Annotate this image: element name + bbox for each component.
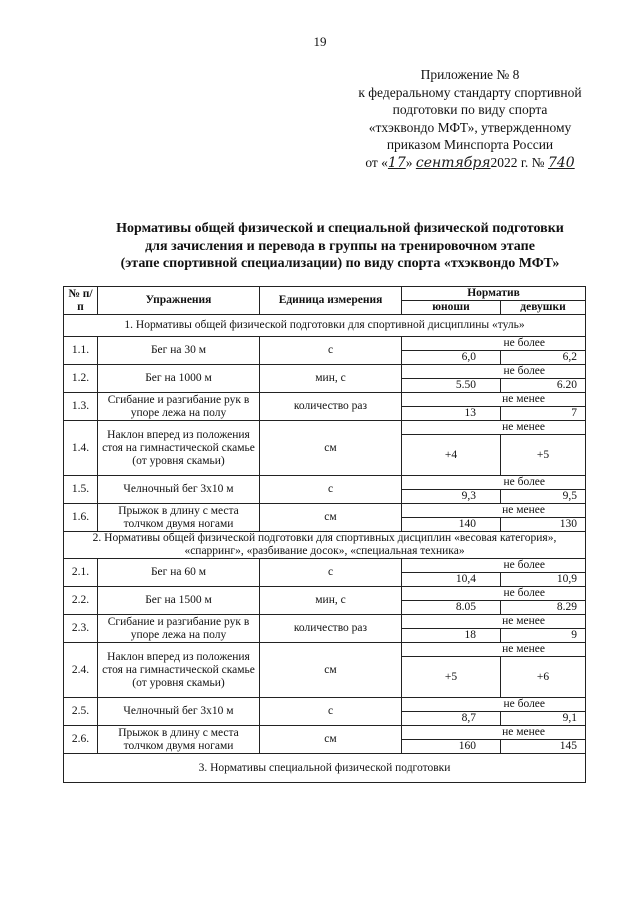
appendix-line: «тхэквондо МФТ», утвержденному — [368, 119, 572, 135]
header-boys: юноши — [402, 301, 501, 315]
row-girls-value: 7 — [501, 407, 586, 421]
row-girls-value: 6,2 — [501, 351, 586, 365]
row-girls-value: 130 — [501, 518, 586, 532]
header-num: № п/п — [64, 287, 98, 315]
row-number: 2.3. — [64, 615, 98, 643]
row-condition: не более — [402, 559, 586, 573]
row-unit: мин, с — [260, 365, 402, 393]
date-mid: » — [405, 154, 413, 170]
row-boys-value: 8.05 — [402, 601, 501, 615]
table-row — [64, 421, 586, 435]
row-exercise: Сгибание и разгибание рук в упоре лежа на полу — [98, 393, 260, 421]
table-row — [64, 504, 586, 518]
row-number: 1.4. — [64, 421, 98, 476]
title-line: для зачисления и перевода в группы на тренировочном этапе — [145, 238, 535, 254]
row-girls-value: 6.20 — [501, 379, 586, 393]
row-number: 1.1. — [64, 337, 98, 365]
row-boys-value: 6,0 — [402, 351, 501, 365]
row-girls-value: +5 — [501, 435, 586, 476]
title-line: Нормативы общей физической и специальной физической подготовки — [116, 221, 564, 236]
section-title: 2. Нормативы общей физической подготовки для спортивных дисциплин «весовая категория», «спарринг», «разбивание досок», «специальная техника» — [64, 532, 586, 559]
row-number: 2.5. — [64, 698, 98, 726]
row-boys-value: 13 — [402, 407, 501, 421]
row-number: 2.2. — [64, 587, 98, 615]
row-unit: с — [260, 476, 402, 504]
section-title: 1. Нормативы общей физической подготовки для спортивной дисциплины «туль» — [64, 315, 586, 337]
row-exercise: Бег на 30 м — [98, 337, 260, 365]
row-exercise: Наклон вперед из положения стоя на гимнастической скамье (от уровня скамьи) — [98, 643, 260, 698]
appendix-header — [330, 66, 610, 172]
section-row — [64, 315, 586, 337]
row-number: 2.1. — [64, 559, 98, 587]
row-girls-value: 8.29 — [501, 601, 586, 615]
section-row — [64, 532, 586, 559]
row-boys-value: +4 — [402, 435, 501, 476]
table-row — [64, 559, 586, 573]
row-condition: не менее — [402, 615, 586, 629]
row-unit: количество раз — [260, 615, 402, 643]
row-number: 2.6. — [64, 726, 98, 754]
row-girls-value: 9,1 — [501, 712, 586, 726]
date-year: 2022 г. № — [490, 154, 545, 170]
table-row — [64, 698, 586, 712]
row-unit: см — [260, 726, 402, 754]
page-number: 19 — [313, 34, 327, 49]
row-unit: с — [260, 698, 402, 726]
table-row — [64, 587, 586, 601]
table-row — [64, 643, 586, 657]
section-row — [64, 754, 586, 783]
row-unit: мин, с — [260, 587, 402, 615]
section-title: 3. Нормативы специальной физической подготовки — [64, 754, 586, 783]
row-condition: не более — [402, 337, 586, 351]
row-condition: не более — [402, 476, 586, 490]
table-row — [64, 726, 586, 740]
table-row — [64, 393, 586, 407]
row-boys-value: 5.50 — [402, 379, 501, 393]
header-unit: Единица измерения — [260, 287, 402, 315]
row-unit: с — [260, 337, 402, 365]
row-condition: не менее — [402, 643, 586, 657]
row-girls-value: 145 — [501, 740, 586, 754]
row-number: 1.3. — [64, 393, 98, 421]
row-exercise: Сгибание и разгибание рук в упоре лежа на полу — [98, 615, 260, 643]
header-girls: девушки — [501, 301, 586, 315]
row-exercise: Бег на 1000 м — [98, 365, 260, 393]
row-unit: см — [260, 643, 402, 698]
row-unit: с — [260, 559, 402, 587]
appendix-date-line — [330, 154, 610, 173]
row-unit: см — [260, 421, 402, 476]
row-exercise: Бег на 1500 м — [98, 587, 260, 615]
row-number: 1.5. — [64, 476, 98, 504]
row-exercise: Челночный бег 3х10 м — [98, 698, 260, 726]
table-row — [64, 337, 586, 351]
standards-table — [63, 286, 586, 783]
order-number: 740 — [547, 154, 575, 171]
row-exercise: Прыжок в длину с места толчком двумя ногами — [98, 504, 260, 532]
row-girls-value: +6 — [501, 657, 586, 698]
row-exercise: Бег на 60 м — [98, 559, 260, 587]
row-unit: см — [260, 504, 402, 532]
date-day: 17 — [387, 154, 406, 171]
row-condition: не более — [402, 587, 586, 601]
row-girls-value: 9,5 — [501, 490, 586, 504]
row-number: 2.4. — [64, 643, 98, 698]
table-row — [64, 615, 586, 629]
date-prefix: от « — [365, 154, 388, 170]
date-month: сентября — [415, 154, 491, 171]
row-condition: не более — [402, 698, 586, 712]
document-title — [60, 220, 620, 273]
row-boys-value: 8,7 — [402, 712, 501, 726]
row-condition: не более — [402, 365, 586, 379]
header-exercise: Упражнения — [98, 287, 260, 315]
row-boys-value: 9,3 — [402, 490, 501, 504]
row-boys-value: 18 — [402, 629, 501, 643]
row-exercise: Наклон вперед из положения стоя на гимнастической скамье (от уровня скамьи) — [98, 421, 260, 476]
appendix-line: к федеральному стандарту спортивной — [358, 84, 582, 100]
row-condition: не менее — [402, 393, 586, 407]
appendix-line: приказом Минспорта России — [386, 137, 554, 152]
row-condition: не менее — [402, 504, 586, 518]
appendix-line: подготовки по виду спорта — [392, 102, 548, 117]
row-number: 1.2. — [64, 365, 98, 393]
row-condition: не менее — [402, 421, 586, 435]
row-boys-value: 160 — [402, 740, 501, 754]
table-row — [64, 476, 586, 490]
row-boys-value: 140 — [402, 518, 501, 532]
appendix-line: Приложение № 8 — [420, 67, 520, 82]
row-girls-value: 10,9 — [501, 573, 586, 587]
row-number: 1.6. — [64, 504, 98, 532]
row-boys-value: 10,4 — [402, 573, 501, 587]
row-condition: не менее — [402, 726, 586, 740]
row-girls-value: 9 — [501, 629, 586, 643]
table-row — [64, 365, 586, 379]
row-unit: количество раз — [260, 393, 402, 421]
title-line: (этапе спортивной специализации) по виду спорта «тхэквондо МФТ» — [120, 256, 560, 271]
row-exercise: Прыжок в длину с места толчком двумя ногами — [98, 726, 260, 754]
row-exercise: Челночный бег 3х10 м — [98, 476, 260, 504]
row-boys-value: +5 — [402, 657, 501, 698]
header-norm: Норматив — [402, 287, 586, 301]
